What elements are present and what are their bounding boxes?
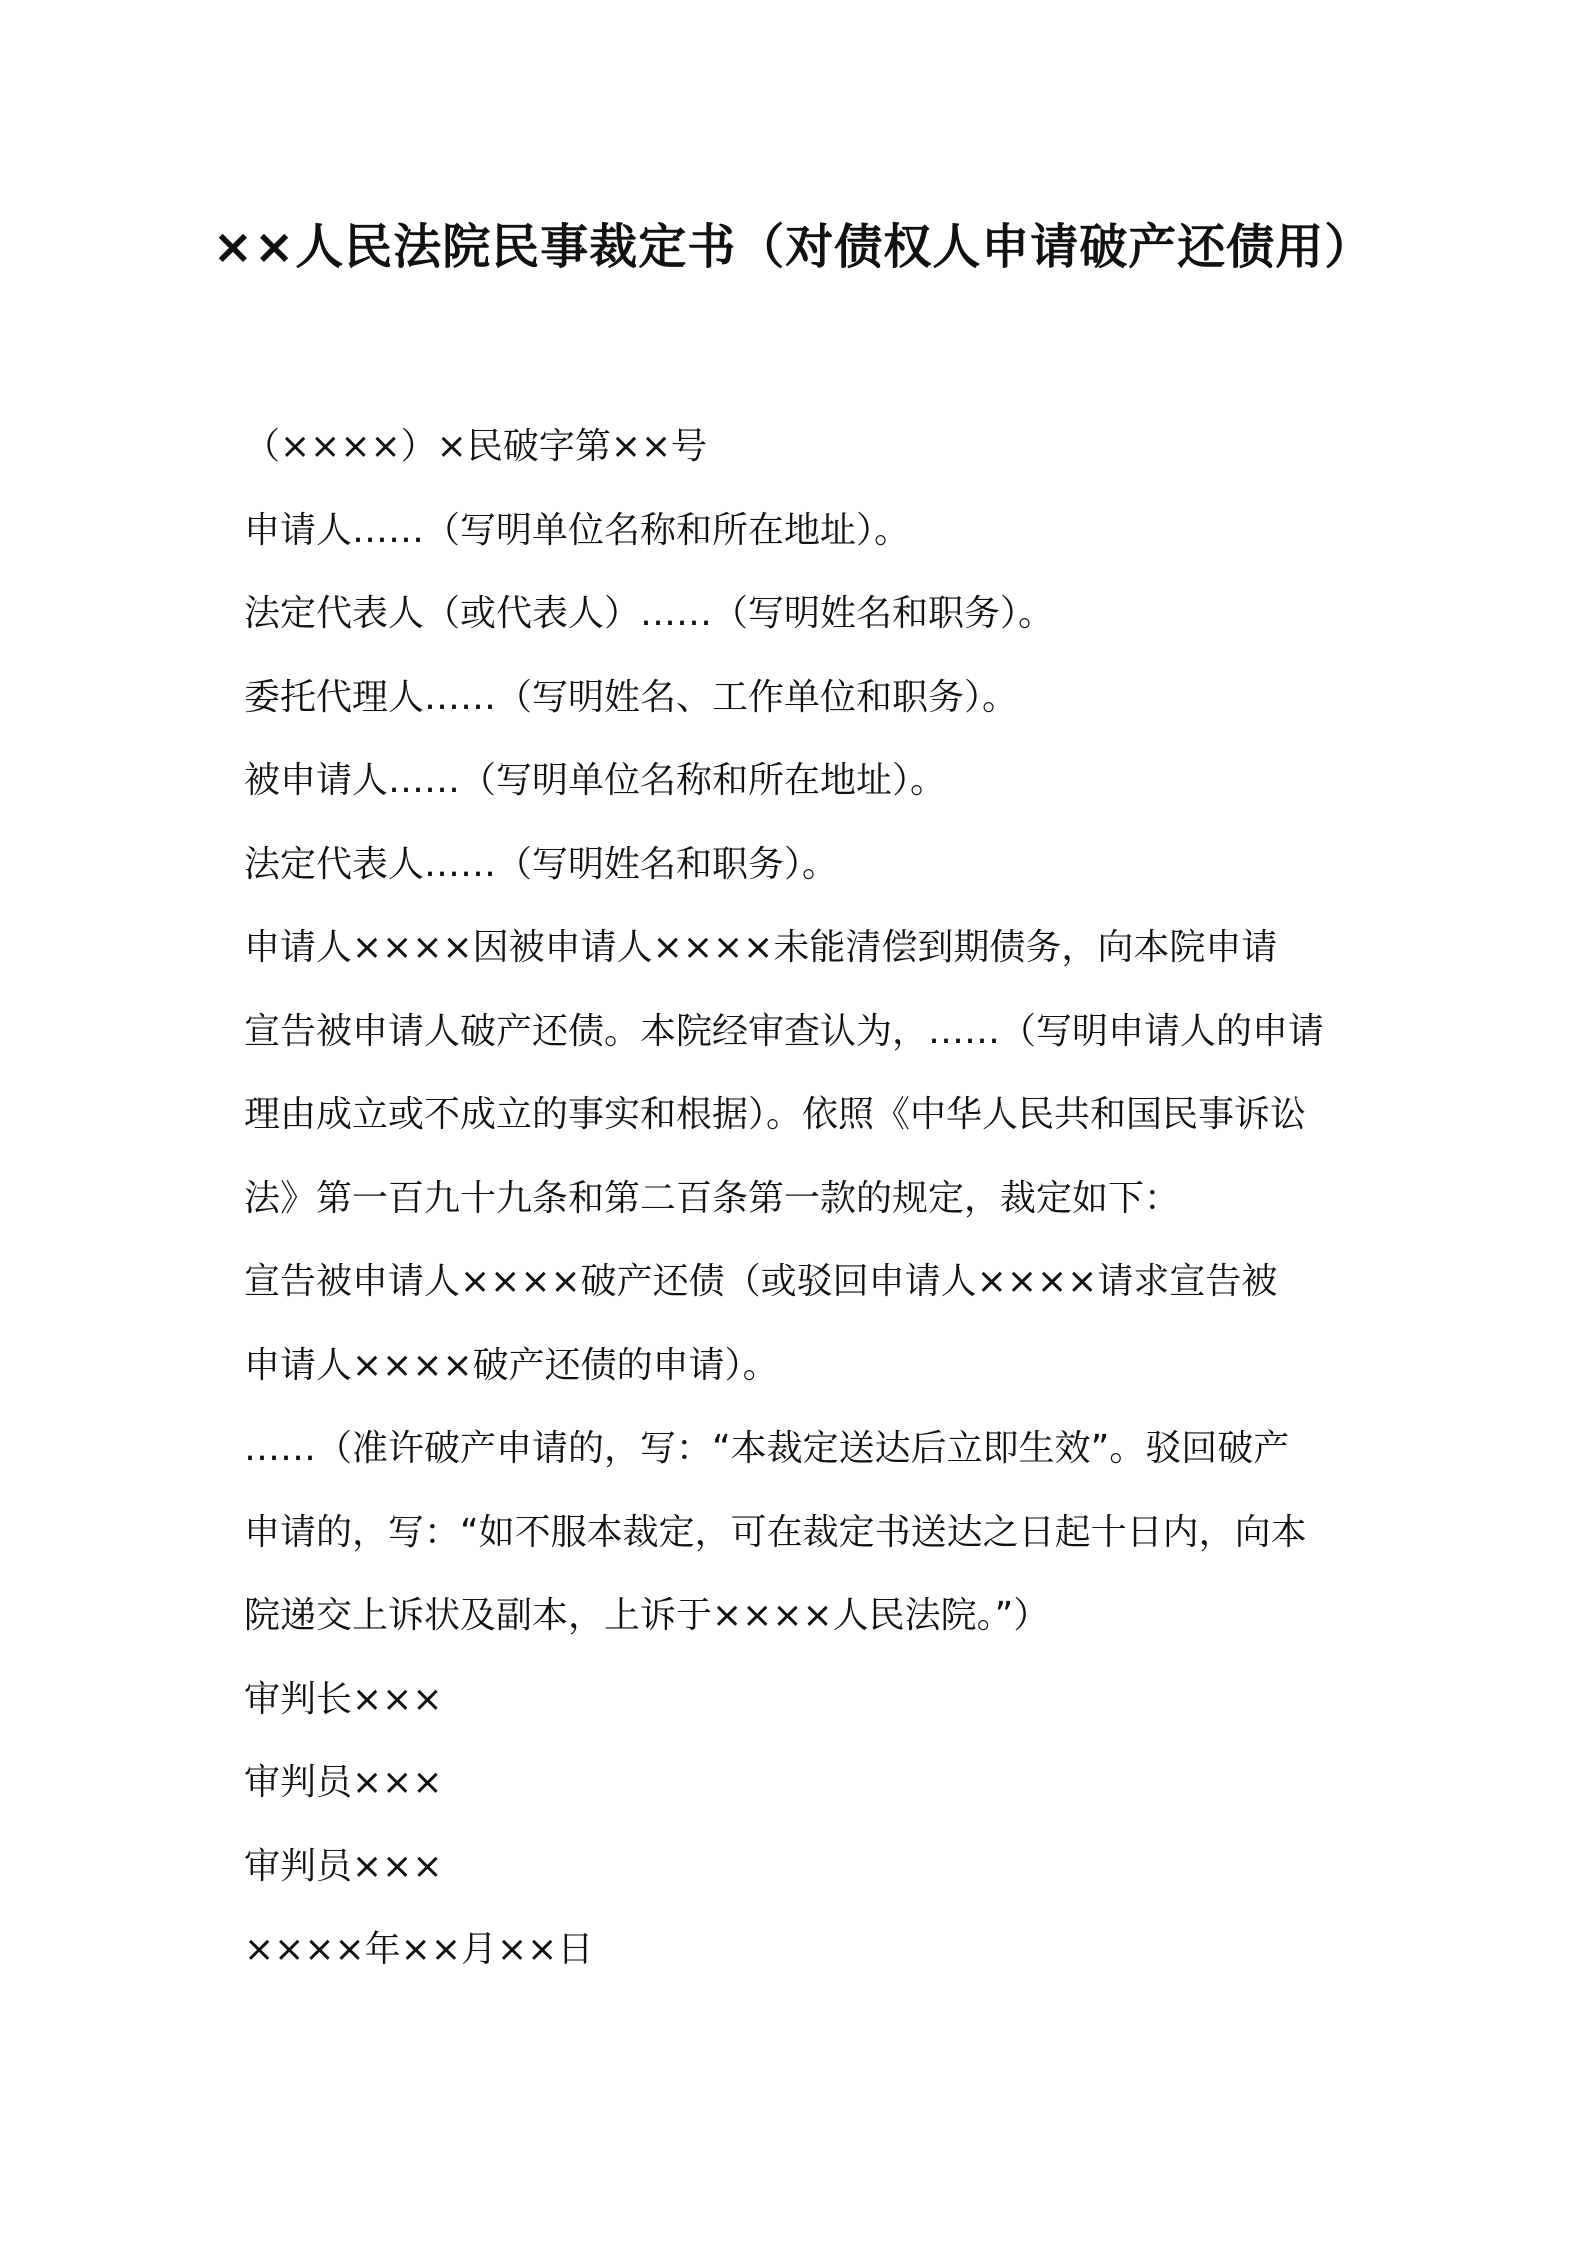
presiding-judge-signature: 审判长××× [244,1678,443,1720]
respondent-line: 被申请人……（写明单位名称和所在地址）。 [244,760,947,801]
facts-line: 法》第一百九十九条和第二百条第一款的规定，裁定如下： [244,1177,1181,1219]
judge-signature: 审判员××× [244,1845,443,1887]
facts-paragraph [244,906,1354,1240]
note-line: ……（准许破产申请的，写：“本裁定送达后立即生效”。驳回破产 [244,1428,1290,1469]
ruling-line: 申请人××××破产还债的申请）。 [244,1344,779,1386]
note-paragraph [244,1407,1354,1658]
note-line: 申请的，写：“如不服本裁定，可在裁定书送达之日起十日内，向本 [244,1511,1307,1553]
note-line: 院递交上诉状及副本，上诉于××××人民法院。”） [244,1595,1050,1636]
applicant-legal-rep-line: 法定代表人（或代表人）……（写明姓名和职务）。 [244,593,1055,634]
agent-line: 委托代理人……（写明姓名、工作单位和职务）。 [244,676,1019,718]
ruling-paragraph [244,1240,1354,1407]
respondent-legal-rep-line: 法定代表人……（写明姓名和职务）。 [244,843,839,885]
facts-line: 宣告被申请人破产还债。本院经审查认为，……（写明申请人的申请 [244,1010,1325,1052]
document-title: ××人民法院民事裁定书（对债权人申请破产还债用） [212,219,1374,275]
facts-line: 理由成立或不成立的事实和根据）。依照《中华人民共和国民事诉讼 [244,1094,1307,1135]
facts-line: 申请人××××因被申请人××××未能清偿到期债务，向本院申请 [244,927,1278,968]
case-number: （××××）×民破字第××号 [244,426,708,467]
judge-signature: 审判员××× [244,1762,443,1803]
document-body [244,405,1354,1992]
applicant-line: 申请人……（写明单位名称和所在地址）。 [244,509,911,551]
document-date: ××××年××月××日 [244,1929,594,1970]
ruling-line: 宣告被申请人××××破产还债（或驳回申请人××××请求宣告被 [244,1261,1278,1302]
